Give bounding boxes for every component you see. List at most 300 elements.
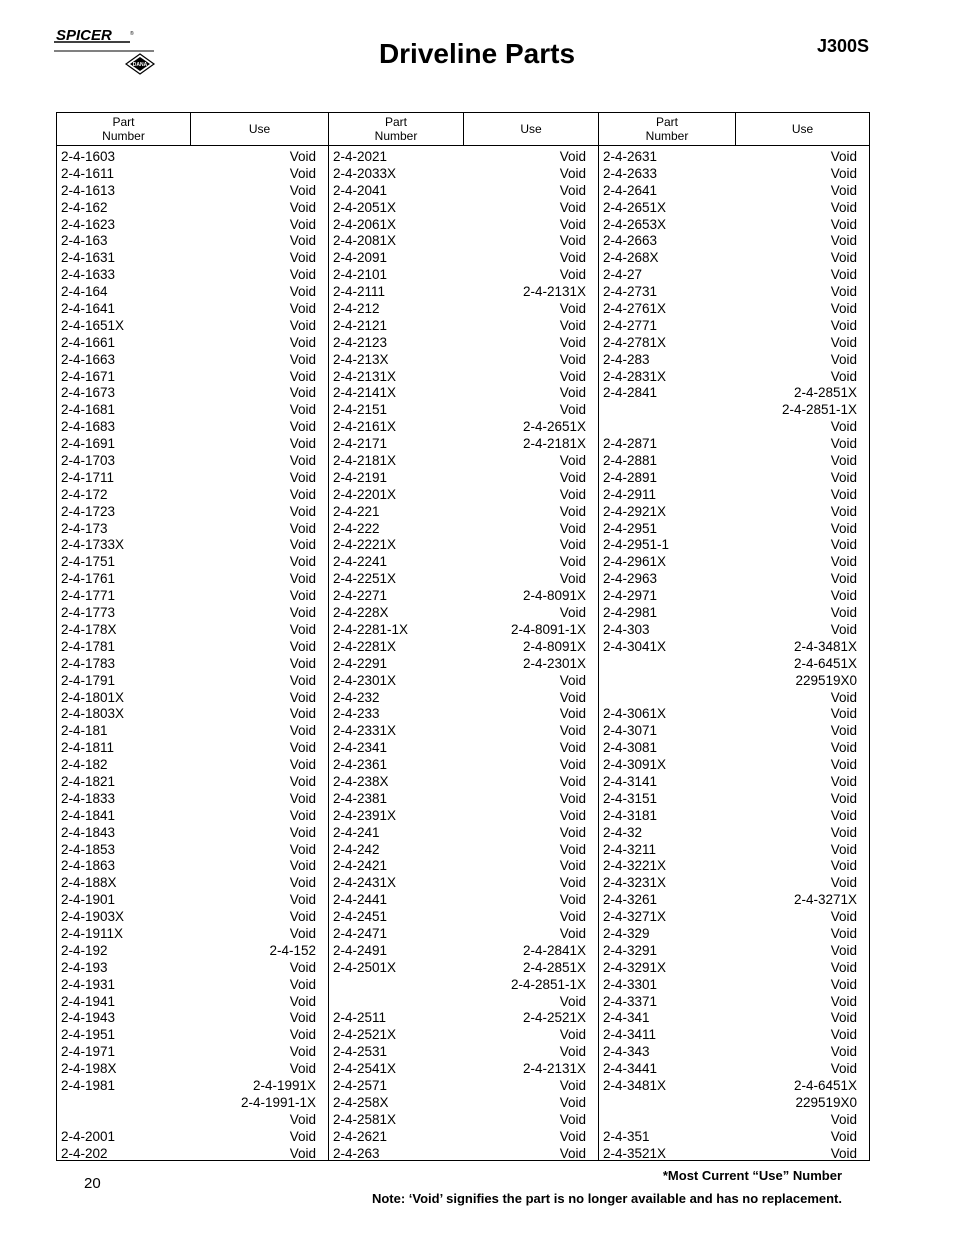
part-number-cell: 2-4-2001 (61, 1128, 116, 1144)
part-number-cell: 2-4-3181 (603, 807, 658, 823)
header-use-2: Use (464, 113, 599, 145)
part-number-cell: 2-4-2021 (333, 149, 388, 164)
use-cell: Void (289, 925, 316, 941)
use-cell: Void (289, 554, 316, 570)
part-number-cell: 2-4-1733X (61, 537, 125, 553)
table-row (329, 571, 598, 588)
use-cell: Void (830, 1044, 857, 1060)
part-number-cell: 2-4-162 (61, 199, 108, 215)
table-row (599, 554, 869, 571)
use-cell: Void (289, 773, 316, 789)
part-number-cell: 2-4-2123 (333, 334, 388, 350)
part-number-cell: 2-4-2033X (333, 165, 397, 181)
use-cell: Void (559, 301, 586, 317)
use-cell: Void (289, 402, 316, 418)
use-cell: Void (289, 267, 316, 283)
part-number-cell: 2-4-242 (333, 841, 380, 857)
table-row (57, 943, 328, 960)
use-cell: Void (289, 740, 316, 756)
table-row (599, 825, 869, 842)
table-row (599, 639, 869, 656)
part-number-cell: 2-4-1791 (61, 672, 116, 688)
part-number-cell: 2-4-303 (603, 621, 650, 637)
part-number-cell: 2-4-1833 (61, 790, 116, 806)
use-cell: Void (559, 182, 586, 198)
part-number-cell: 2-4-1711 (61, 469, 115, 485)
table-row (599, 706, 869, 723)
part-number-cell: 2-4-1911X (61, 925, 124, 941)
use-cell: Void (830, 807, 857, 823)
table-row (57, 1010, 328, 1027)
table-row (57, 757, 328, 774)
part-number-cell: 2-4-329 (603, 925, 650, 941)
header-use-1: Use (191, 113, 329, 145)
table-row (599, 1146, 869, 1163)
table-row (329, 875, 598, 892)
part-number-cell: 2-4-2111 (333, 284, 386, 300)
part-number-cell: 2-4-1683 (61, 419, 116, 435)
use-cell: Void (830, 233, 857, 249)
table-row (329, 1044, 598, 1061)
part-number-cell: 2-4-3411 (603, 1027, 657, 1043)
use-cell: 2-4-2651X (522, 419, 586, 435)
part-number-cell: 2-4-233 (333, 706, 380, 722)
table-row (57, 267, 328, 284)
table-body (57, 146, 869, 1160)
use-cell: 2-4-2851-1X (781, 402, 857, 418)
table-row (329, 740, 598, 757)
table-row (599, 385, 869, 402)
use-cell: Void (559, 1077, 586, 1093)
part-number-cell: 2-4-1611 (61, 165, 115, 181)
part-number-cell: 2-4-3221X (603, 858, 667, 874)
use-cell: Void (559, 250, 586, 266)
table-row (329, 588, 598, 605)
table-row (599, 757, 869, 774)
part-number-cell: 2-4-1951 (61, 1027, 116, 1043)
use-cell: Void (559, 925, 586, 941)
use-cell: Void (289, 1145, 316, 1161)
use-cell: Void (289, 334, 316, 350)
table-row (329, 943, 598, 960)
use-cell: Void (289, 1111, 316, 1127)
use-cell: Void (559, 1111, 586, 1127)
part-number-cell: 2-4-263 (333, 1145, 380, 1161)
part-number-cell: 2-4-1811 (61, 740, 115, 756)
table-row (599, 875, 869, 892)
use-cell: Void (830, 605, 857, 621)
use-cell: Void (830, 588, 857, 604)
part-number-cell: 2-4-238X (333, 773, 389, 789)
part-number-cell: 2-4-2281X (333, 638, 397, 654)
table-row (329, 149, 598, 166)
table-row (57, 470, 328, 487)
part-number-cell: 2-4-2251X (333, 571, 397, 587)
table-column-3 (599, 146, 869, 1160)
table-row (57, 217, 328, 234)
table-row (57, 858, 328, 875)
table-row (57, 200, 328, 217)
use-cell: Void (559, 469, 586, 485)
table-row (329, 217, 598, 234)
table-row (57, 1027, 328, 1044)
use-cell: Void (559, 858, 586, 874)
table-row (57, 673, 328, 690)
table-row (57, 605, 328, 622)
use-cell: Void (559, 1145, 586, 1161)
part-number-cell: 2-4-1821 (61, 773, 116, 789)
use-cell: Void (289, 875, 316, 891)
part-number-cell: 2-4-173 (61, 520, 108, 536)
use-cell: Void (289, 993, 316, 1009)
table-row (329, 723, 598, 740)
part-number-cell: 2-4-1971 (61, 1044, 116, 1060)
use-cell: Void (559, 368, 586, 384)
part-number-cell: 2-4-2911 (603, 486, 657, 502)
use-cell: Void (830, 959, 857, 975)
use-cell: Void (289, 419, 316, 435)
use-cell: 229519X0 (795, 1094, 857, 1110)
use-cell: Void (289, 976, 316, 992)
part-number-cell: 2-4-2651X (603, 199, 667, 215)
use-cell: Void (289, 1061, 316, 1077)
use-cell: Void (289, 571, 316, 587)
table-row (329, 183, 598, 200)
table-row (329, 994, 598, 1011)
table-row (599, 284, 869, 301)
table-row (599, 926, 869, 943)
table-row (329, 825, 598, 842)
part-number-cell: 2-4-3441 (603, 1061, 658, 1077)
part-number-cell: 2-4-2731 (603, 284, 658, 300)
use-cell: Void (830, 419, 857, 435)
header-use-3: Use (791, 122, 814, 136)
part-number-cell: 2-4-2431X (333, 875, 397, 891)
part-number-cell: 2-4-1723 (61, 503, 116, 519)
part-number-cell: 2-4-2121 (333, 317, 388, 333)
table-row (599, 1095, 869, 1112)
use-cell: Void (289, 149, 316, 164)
use-cell: Void (559, 1027, 586, 1043)
part-number-cell: 2-4-2381 (333, 790, 388, 806)
table-row (599, 301, 869, 318)
table-row (329, 690, 598, 707)
table-row (57, 487, 328, 504)
use-cell: Void (559, 165, 586, 181)
part-number-cell: 2-4-3481X (603, 1077, 667, 1093)
table-row (57, 166, 328, 183)
use-cell: Void (559, 706, 586, 722)
use-cell: Void (830, 436, 857, 452)
table-row (599, 858, 869, 875)
part-number-cell: 2-4-2441 (333, 892, 388, 908)
part-number-cell: 2-4-2421 (333, 858, 388, 874)
use-cell: Void (830, 165, 857, 181)
use-cell: 2-4-3481X (793, 638, 857, 654)
use-cell: Void (559, 199, 586, 215)
use-cell: Void (559, 554, 586, 570)
use-cell: Void (559, 605, 586, 621)
table-row (57, 504, 328, 521)
part-number-cell: 2-4-1853 (61, 841, 116, 857)
use-cell: Void (289, 723, 316, 739)
table-row (57, 1061, 328, 1078)
use-cell: Void (830, 317, 857, 333)
use-cell: Void (830, 790, 857, 806)
table-row (329, 318, 598, 335)
part-number-cell: 2-4-1681 (61, 402, 116, 418)
part-number-cell: 2-4-1671 (61, 368, 116, 384)
part-number-cell: 2-4-2781X (603, 334, 667, 350)
use-cell: Void (289, 301, 316, 317)
part-number-cell: 2-4-2341 (333, 740, 388, 756)
use-cell: Void (830, 469, 857, 485)
use-cell: Void (559, 773, 586, 789)
use-cell: Void (830, 1061, 857, 1077)
table-row (329, 808, 598, 825)
table-row (599, 656, 869, 673)
part-number-cell: 2-4-2951-1 (603, 537, 670, 553)
part-number-cell: 2-4-2471 (333, 925, 388, 941)
use-cell: Void (289, 368, 316, 384)
table-row (57, 419, 328, 436)
use-cell: Void (830, 182, 857, 198)
use-cell: Void (830, 334, 857, 350)
part-number-cell: 2-4-1673 (61, 385, 116, 401)
use-cell: Void (289, 199, 316, 215)
part-number-cell: 2-4-1783 (61, 655, 116, 671)
use-cell: Void (289, 621, 316, 637)
table-row (329, 1146, 598, 1163)
table-row (599, 622, 869, 639)
table-row (329, 1112, 598, 1129)
table-row (57, 318, 328, 335)
part-number-cell: 2-4-163 (61, 233, 108, 249)
table-row (599, 318, 869, 335)
table-row (57, 994, 328, 1011)
table-row (599, 436, 869, 453)
table-row (329, 200, 598, 217)
table-row (57, 571, 328, 588)
use-cell: 2-4-8091X (522, 638, 586, 654)
table-row (57, 1112, 328, 1129)
table-row (329, 521, 598, 538)
part-number-cell: 2-4-268X (603, 250, 659, 266)
use-cell: Void (830, 554, 857, 570)
use-cell: Void (559, 672, 586, 688)
part-number-cell: 2-4-3071 (603, 723, 658, 739)
use-cell: Void (289, 807, 316, 823)
part-number-cell: 2-4-2771 (603, 317, 658, 333)
part-number-cell: 2-4-1771 (61, 588, 116, 604)
part-number-cell: 2-4-1901 (61, 892, 116, 908)
table-row (329, 166, 598, 183)
part-number-cell: 2-4-3301 (603, 976, 658, 992)
part-number-cell: 2-4-2241 (333, 554, 388, 570)
use-cell: 2-4-2851X (522, 959, 586, 975)
part-number-cell: 2-4-2621 (333, 1128, 388, 1144)
table-row (329, 369, 598, 386)
table-row (57, 149, 328, 166)
table-row (57, 521, 328, 538)
use-cell: Void (830, 841, 857, 857)
use-cell: Void (289, 790, 316, 806)
table-header (57, 113, 869, 146)
part-number-cell: 2-4-1641 (61, 301, 116, 317)
table-row (599, 571, 869, 588)
table-row (329, 537, 598, 554)
use-cell: Void (289, 486, 316, 502)
table-row (599, 217, 869, 234)
part-number-cell: 2-4-2141X (333, 385, 397, 401)
table-row (329, 892, 598, 909)
part-number-cell: 2-4-1633 (61, 267, 116, 283)
table-row (329, 1078, 598, 1095)
table-row (599, 166, 869, 183)
table-row (329, 842, 598, 859)
part-number-cell: 2-4-178X (61, 621, 117, 637)
table-row (57, 352, 328, 369)
table-row (329, 960, 598, 977)
use-cell: 2-4-2301X (522, 655, 586, 671)
use-cell: Void (289, 351, 316, 367)
table-row (599, 1044, 869, 1061)
use-cell: Void (559, 892, 586, 908)
brand-text: SPICER (56, 30, 112, 44)
use-cell: Void (559, 790, 586, 806)
part-number-cell: 2-4-2291 (333, 655, 388, 671)
part-number-cell: 2-4-2391X (333, 807, 397, 823)
part-number-cell: 2-4-27 (603, 267, 643, 283)
part-number-cell: 2-4-258X (333, 1094, 389, 1110)
table-row (599, 504, 869, 521)
table-row (57, 706, 328, 723)
table-row (599, 690, 869, 707)
part-number-cell: 2-4-1941 (61, 993, 116, 1009)
use-cell: Void (830, 1010, 857, 1026)
table-row (599, 521, 869, 538)
part-number-cell: 2-4-1691 (61, 436, 116, 452)
part-number-cell: 2-4-2571 (333, 1077, 388, 1093)
use-cell: Void (830, 1128, 857, 1144)
table-row (599, 335, 869, 352)
part-number-cell: 2-4-182 (61, 757, 108, 773)
part-number-cell: 2-4-3151 (603, 790, 658, 806)
part-number-cell: 2-4-2501X (333, 959, 397, 975)
table-row (599, 487, 869, 504)
table-row (329, 436, 598, 453)
table-row (599, 352, 869, 369)
part-number-cell: 2-4-2091 (333, 250, 388, 266)
use-cell: Void (559, 267, 586, 283)
part-number-cell: 2-4-222 (333, 520, 380, 536)
part-number-cell: 2-4-3231X (603, 875, 667, 891)
use-cell: Void (830, 216, 857, 232)
use-cell: 2-4-152 (269, 942, 316, 958)
part-number-cell: 2-4-32 (603, 824, 643, 840)
use-cell: Void (559, 537, 586, 553)
part-number-cell: 2-4-2271 (333, 588, 388, 604)
table-row (57, 926, 328, 943)
part-number-cell: 2-4-3371 (603, 993, 658, 1009)
part-number-cell: 2-4-2871 (603, 436, 658, 452)
use-cell: 2-4-6451X (793, 655, 857, 671)
use-cell: Void (559, 740, 586, 756)
use-cell: Void (559, 993, 586, 1009)
part-number-cell: 2-4-188X (61, 875, 117, 891)
use-cell: 2-4-8091-1X (510, 621, 586, 637)
table-row (329, 791, 598, 808)
use-cell: Void (289, 841, 316, 857)
use-cell: Void (830, 909, 857, 925)
use-cell: Void (830, 537, 857, 553)
use-cell: 2-4-1991X (252, 1077, 316, 1093)
part-number-cell: 2-4-1981 (61, 1077, 116, 1093)
part-number-cell: 2-4-1661 (61, 334, 116, 350)
svg-text:®: ® (130, 31, 134, 37)
use-cell: Void (830, 1027, 857, 1043)
use-cell: Void (830, 925, 857, 941)
use-cell: Void (559, 723, 586, 739)
use-cell: Void (830, 368, 857, 384)
table-row (57, 301, 328, 318)
table-row (599, 1129, 869, 1146)
part-number-cell: 2-4-3091X (603, 757, 667, 773)
part-number-cell: 2-4-202 (61, 1145, 108, 1161)
table-row (329, 402, 598, 419)
use-cell: Void (289, 182, 316, 198)
table-row (57, 1078, 328, 1095)
page-title: Driveline Parts (378, 38, 576, 69)
footnote-current-use: *Most Current “Use” Number (662, 1168, 842, 1183)
part-number-cell: 2-4-1801X (61, 689, 125, 705)
use-cell: Void (830, 976, 857, 992)
part-number-cell: 2-4-181 (61, 723, 108, 739)
use-cell: Void (830, 199, 857, 215)
part-number-cell: 2-4-2521X (333, 1027, 397, 1043)
table-row (57, 977, 328, 994)
part-number-cell: 2-4-1613 (61, 182, 116, 198)
table-row (599, 537, 869, 554)
table-row (599, 808, 869, 825)
table-row (599, 892, 869, 909)
part-number-cell: 2-4-2981 (603, 605, 658, 621)
use-cell: Void (830, 757, 857, 773)
table-row (57, 436, 328, 453)
use-cell: Void (289, 165, 316, 181)
part-number-cell: 2-4-2663 (603, 233, 658, 249)
use-cell: Void (830, 284, 857, 300)
use-cell: Void (289, 689, 316, 705)
page-number: 20 (84, 1175, 101, 1192)
part-number-cell: 2-4-2301X (333, 672, 397, 688)
use-cell: Void (830, 824, 857, 840)
use-cell: Void (559, 689, 586, 705)
use-cell: Void (559, 334, 586, 350)
use-cell: Void (289, 469, 316, 485)
table-row (57, 622, 328, 639)
table-row (329, 757, 598, 774)
table-row (57, 453, 328, 470)
table-row (329, 250, 598, 267)
use-cell: Void (830, 571, 857, 587)
use-cell: Void (559, 807, 586, 823)
use-cell: Void (289, 1010, 316, 1026)
table-row (599, 149, 869, 166)
table-row (599, 453, 869, 470)
part-number-cell: 2-4-3261 (603, 892, 658, 908)
table-row (329, 487, 598, 504)
